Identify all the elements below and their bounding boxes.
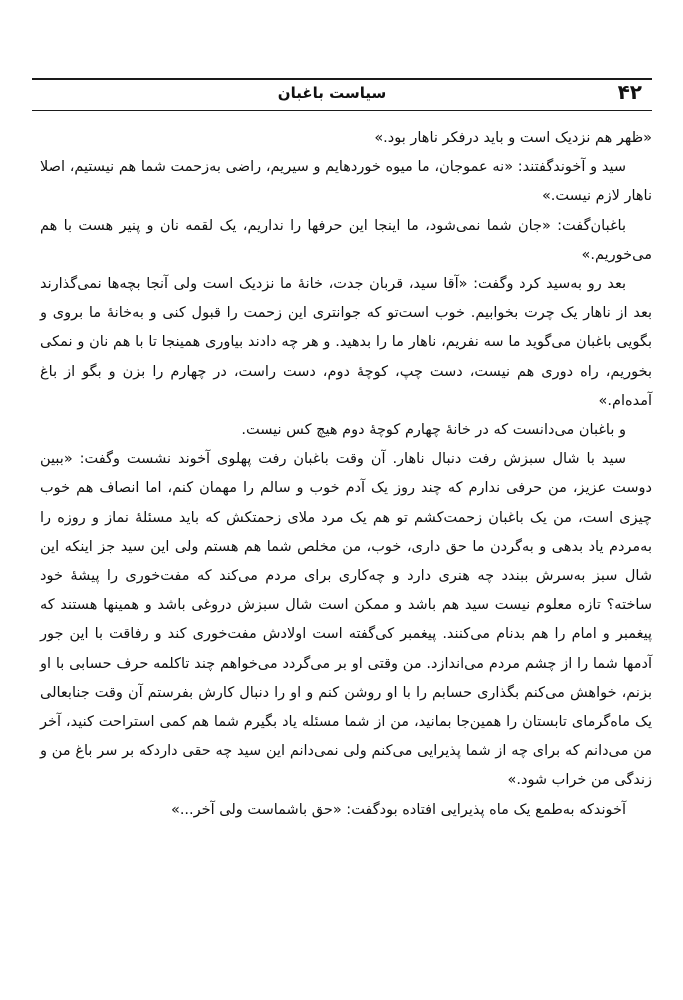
paragraph: باغبان‌گفت: «جان شما نمی‌شود، ما اینجا این حرفها را نداریم، یک لقمه نان و پنیر هست با هم می‌خوریم.»	[40, 217, 652, 263]
running-title: سیاست باغبان	[277, 84, 387, 102]
paragraph: «ظهر هم نزدیک است و باید درفکر ناهار بود.»	[374, 130, 652, 146]
paragraph: سید با شال سبزش رفت دنبال ناهار. آن وقت باغبان رفت پهلوی آخوند نشست وگفت: «ببین دوست عزیز، من حرفی ندارم که چند روز یک آدم خوب و سالم را مهمان کنم، اما انصاف هم خوب چیزی است، من یک باغبان زحمت‌کشم تو هم یک مرد ملای زحمتکش که باید مسئلهٔ نماز و روزه را به‌مردم یاد بدهی و به‌گردن ما حق داری، خوب، من مخلص شما هم هستم ولی این سید جز اینکه این شال سبز به‌سرش ببندد چه هنری دارد و چه‌کاری برای مردم می‌کند که مفت‌خوری را پیشهٔ خود ساخته؟ تازه معلوم نیست سید هم باشد و ممکن است شال سبزش دروغی باشد و همینها هستند که پیغمبر و امام را هم بدنام می‌کنند. پیغمبر کی‌گفته است اولادش مفت‌خوری کند و رفاقت با این جور آدمها شما را از چشم مردم می‌اندازد. من وقتی او بر می‌گردد می‌خواهم چند تا‌کلمه حرف حسابی با او بزنم، خواهش می‌کنم بگذاری حسابم را با او روشن کنم و او را دنبال کارش بفرستم آن وقت جنابعالی یک ماه‌گرمای تابستان را همین‌جا بمانید، من از شما مسئله یاد بگیرم شما هم کمی استراحت کنید، آخر من می‌دانم که برای چه از شما پذیرایی می‌کنم ولی نمی‌دانم این سید چه حقی داردکه بر سر باغ من و زندگی من خراب شود.»	[40, 451, 652, 789]
header-rule-bottom	[32, 110, 652, 111]
header-rule-top	[32, 78, 652, 80]
paragraph: آخوندکه به‌طمع یک ماه پذیرایی افتاده بودگفت: «حق با‌شماست ولی آخر...»	[170, 801, 626, 818]
paragraph: و باغبان می‌دانست که در خانهٔ چهارم کوچهٔ دوم هیچ کس نیست.	[241, 422, 626, 439]
paragraph: سید و آخوندگفتند: «نه عموجان، ما میوه خوردهایم و سیریم، راضی به‌زحمت شما هم نیستیم، اصلا ناهار لازم نیست.»	[40, 159, 652, 205]
body-text	[40, 124, 652, 825]
page-number: ۴۲	[617, 80, 642, 104]
paragraph: بعد رو به‌سید کرد وگفت: «آقا سید، قربان جدت، خانهٔ ما نزدیک است ولی آنجا بچه‌ها نمی‌گذارند بعد از ناهار یک چرت بخوابیم. خوب است‌تو که جوانتری این زحمت را قبول کنی و به‌خانهٔ ما بروی و بگویی باغبان می‌گوید ما سه نفریم، ناهار ما را بدهید. و هر چه دادند بیاوری همینجا تا با هم نان و نمکی بخوریم، راه دوری هم نیست، دست چپ، کوچهٔ دوم، دست راست، در چهارم را بزن و بگو از باغ آمده‌ام.»	[40, 276, 652, 409]
page-header	[32, 68, 652, 114]
